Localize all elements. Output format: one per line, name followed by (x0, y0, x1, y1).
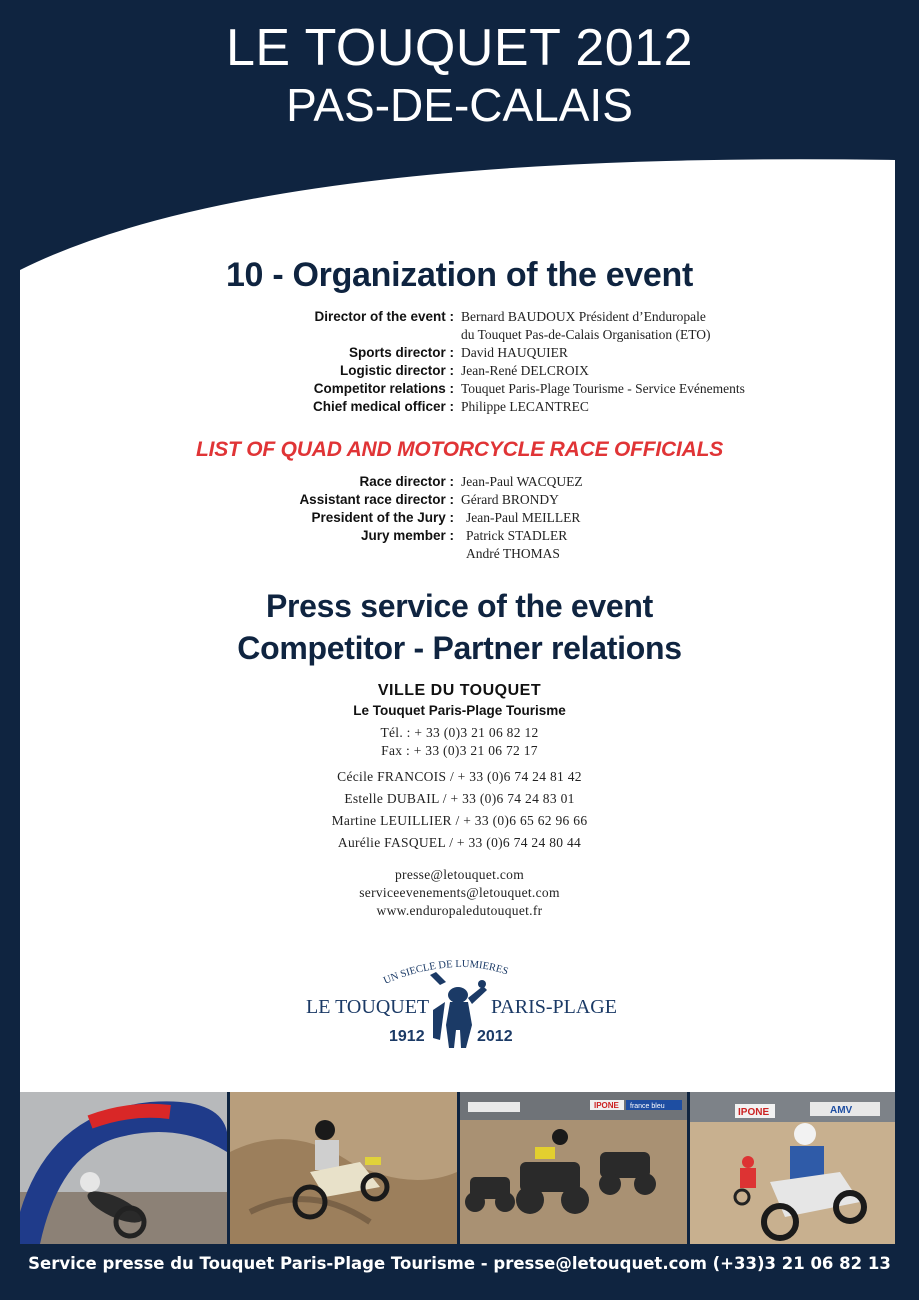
contact-item: Martine LEUILLIER / + 33 (0)6 65 62 96 66 (331, 813, 588, 828)
logo-year-right: 2012 (477, 1028, 513, 1045)
org-row (0, 380, 919, 398)
official-label: Race director : (359, 474, 454, 489)
official-label: Assistant race director : (299, 492, 454, 507)
org-value: Jean-René DELCROIX (461, 363, 589, 378)
press-fax: Fax : + 33 (0)3 21 06 72 17 (381, 743, 538, 758)
org-value: Touquet Paris-Plage Tourisme - Service Evénements (461, 381, 745, 396)
org-label: Logistic director : (339, 363, 454, 378)
header-title-line2: PAS-DE-CALAIS (286, 79, 633, 131)
org-row (0, 362, 919, 380)
header-title-line1: LE TOUQUET 2012 (225, 19, 694, 77)
banner-text: IPONE (738, 1107, 770, 1118)
press-org-subtitle: Le Touquet Paris-Plage Tourisme (353, 703, 566, 718)
contact-item: Estelle DUBAIL / + 33 (0)6 74 24 83 01 (344, 791, 575, 806)
official-row (0, 509, 919, 527)
email-link[interactable]: serviceevenements@letouquet.com (359, 885, 560, 900)
official-row (0, 491, 919, 509)
email-link[interactable]: presse@letouquet.com (394, 867, 525, 882)
official-value: Patrick STADLER (466, 528, 568, 543)
logo-left-text: LE TOUQUET (306, 996, 430, 1018)
org-value: David HAUQUIER (461, 345, 568, 360)
logo-arc-text: UN SIECLE DE LUMIERES (382, 958, 510, 987)
logo-year-left: 1912 (389, 1028, 425, 1045)
org-label: Director of the event : (314, 309, 454, 324)
website-link[interactable]: www.enduropaledutouquet.fr (376, 903, 543, 918)
organization-heading: 10 - Organization of the event (225, 256, 694, 294)
footer-contact-line: Service presse du Touquet Paris-Plage Tourisme - presse@letouquet.com (+33)3 21 06 82 13 (28, 1254, 891, 1273)
banner-text: IPONE (594, 1101, 619, 1110)
press-heading-line1: Press service of the event (265, 588, 654, 624)
official-label: President of the Jury : (311, 510, 454, 525)
official-value: Gérard BRONDY (461, 492, 559, 507)
official-row (0, 473, 919, 491)
official-value: Jean-Paul WACQUEZ (461, 474, 583, 489)
official-row (0, 545, 919, 563)
photo-motocross-jump (20, 1092, 227, 1244)
contact-item: Cécile FRANCOIS / + 33 (0)6 74 24 81 42 (337, 769, 582, 784)
photo-quad-race (460, 1092, 687, 1244)
photo-sand-rider (230, 1092, 457, 1244)
org-value: du Touquet Pas-de-Calais Organisation (ETO) (461, 327, 711, 342)
org-value: Philippe LECANTREC (461, 399, 589, 414)
org-row (0, 326, 919, 344)
photo-motocross-riders (690, 1092, 895, 1244)
official-value: André THOMAS (466, 546, 560, 561)
press-org-name: VILLE DU TOUQUET (377, 682, 542, 699)
official-label: Jury member : (360, 528, 454, 543)
logo-right-text: PARIS-PLAGE (491, 996, 617, 1018)
press-phone: Tél. : + 33 (0)3 21 06 82 12 (380, 725, 539, 740)
officials-heading: LIST OF QUAD AND MOTORCYCLE RACE OFFICIALS (195, 438, 724, 461)
official-value: Jean-Paul MEILLER (466, 510, 581, 525)
org-row (0, 344, 919, 362)
org-row (0, 398, 919, 416)
org-row (0, 308, 919, 326)
org-label: Sports director : (348, 345, 454, 360)
official-row (0, 527, 919, 545)
org-value: Bernard BAUDOUX Président d’Enduropale (461, 309, 706, 324)
org-label: Competitor relations : (313, 381, 454, 396)
contact-item: Aurélie FASQUEL / + 33 (0)6 74 24 80 44 (337, 835, 582, 850)
banner-text: AMV (830, 1105, 853, 1116)
org-label: Chief medical officer : (312, 399, 454, 414)
press-heading-line2: Competitor - Partner relations (237, 630, 682, 666)
le-touquet-logo (290, 950, 630, 1060)
banner-text: france bleu (630, 1103, 665, 1110)
